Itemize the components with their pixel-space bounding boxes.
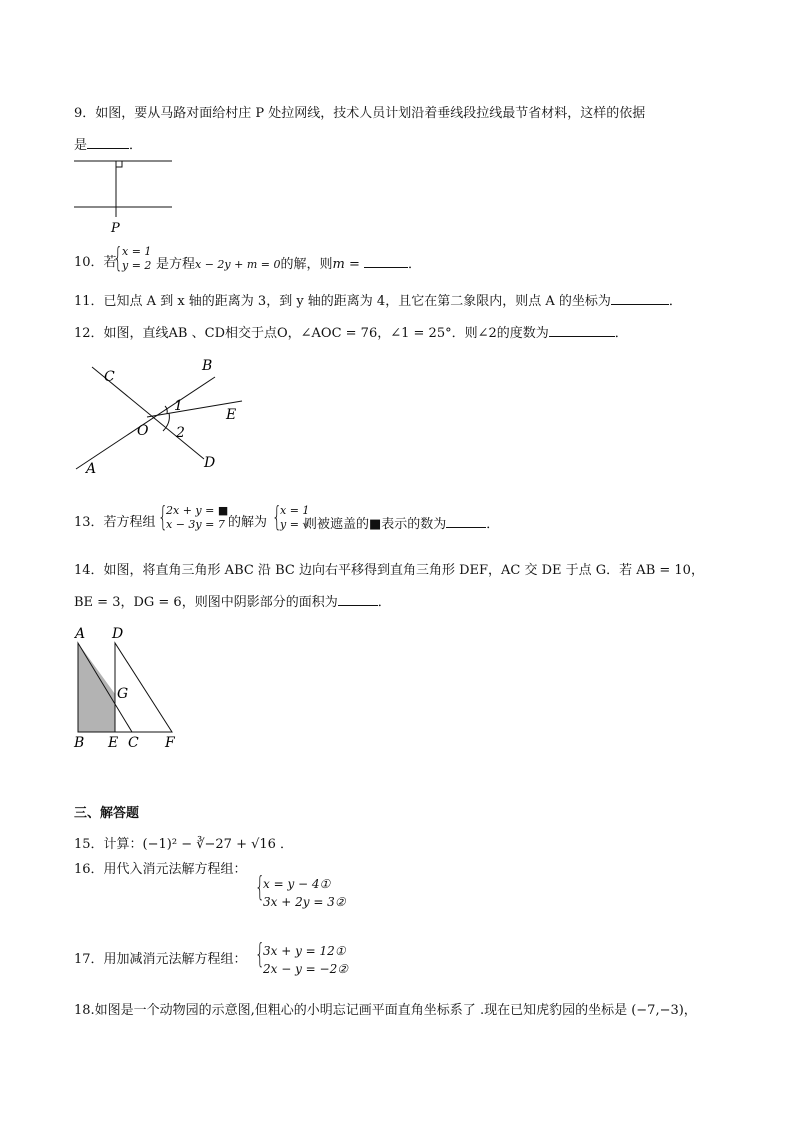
q16-row1: x = y − 4① [263, 877, 331, 891]
q12-label-a: A [86, 461, 97, 477]
q13-suffix: ． [486, 517, 500, 532]
q10-rest [156, 255, 421, 273]
q9-label-p: P [111, 221, 120, 236]
q12-figure [70, 355, 250, 480]
q11-text: 11．已知点 A 到 x 轴的距离为 3，到 y 轴的距离为 4，且它在第二象限内，则点 A 的坐标为 [74, 294, 611, 309]
q9-prefix: 是 [74, 138, 88, 153]
q10-suffix: ． [408, 257, 422, 272]
q10-brace: { [113, 241, 123, 274]
q14-text: BE = 3，DG = 6，则图中阴影部分的面积为 [74, 595, 338, 610]
q13-system-1 [166, 504, 228, 532]
q14-line2 [74, 593, 391, 611]
q10-mid2: 的解，则 [280, 257, 333, 272]
q16-brace: { [255, 870, 265, 903]
q9-figure [70, 155, 180, 235]
q10-var: m = [332, 257, 360, 272]
q12-label-c: C [104, 369, 115, 385]
q14-figure [72, 625, 187, 750]
q10-row1: x = 1 [122, 245, 152, 258]
q14-label-f: F [165, 735, 175, 751]
q16-row2: 3x + 2y = 3② [263, 895, 346, 909]
q17-system [263, 942, 348, 978]
q14-label-a: A [75, 626, 86, 642]
q13-brace-2: { [272, 500, 282, 533]
q14-label-d: D [112, 626, 124, 642]
section-3-title: 三、解答题 [74, 806, 140, 821]
q15-text: 15．计算：(−1)² − ∛−27 + √16 ． [74, 837, 294, 852]
q16-prefix: 16．用代入消元法解方程组： [74, 862, 247, 877]
q18-text: 18.如图是一个动物园的示意图,但粗心的小明忘记画平面直角坐标系了 .现在已知虎豹园的坐标是 (−7,−3)， [74, 1003, 697, 1018]
q13-mid: 的解为 [228, 515, 268, 530]
q9-line1: 9．如图，要从马路对面给村庄 P 处拉网线，技术人员计划沿着垂线段拉线最节省材料，这样的依据 [74, 106, 646, 121]
q11-answer-blank[interactable] [611, 292, 669, 305]
q9-line2 [74, 136, 142, 154]
q12-line [74, 324, 628, 342]
q13-sys2-row1: x = 1 [280, 504, 310, 517]
q10-row2: y = 2 [122, 259, 152, 272]
q14-line1: 14．如图，将直角三角形 ABC 沿 BC 边向右平移得到直角三角形 DEF，AC 交 DE 于点 G．若 AB = 10， [74, 563, 704, 578]
q13-mid2: 则被遮盖的■表示的数为 [304, 517, 447, 532]
q13-answer-blank[interactable] [446, 515, 486, 528]
q12-answer-blank[interactable] [549, 324, 615, 337]
q13-prefix: 13．若方程组 [74, 515, 156, 530]
q17-row2: 2x − y = −2② [263, 962, 348, 976]
q14-label-e: E [108, 735, 119, 751]
q12-text: 12．如图，直线AB 、CD相交于点O，∠AOC = 76，∠1 = 25°．则∠2的度数为 [74, 326, 549, 341]
q12-label-2: 2 [176, 425, 185, 441]
q9-answer-blank[interactable] [87, 136, 129, 149]
q16-system [263, 875, 346, 911]
q12-label-e: E [226, 407, 237, 423]
q12-label-1: 1 [174, 398, 183, 414]
q17-row1: 3x + y = 12① [263, 944, 346, 958]
shaded-region [78, 643, 115, 732]
q13-sys2-row2: y = √ [280, 518, 310, 531]
q13-rest [304, 515, 499, 533]
q13-sys1-row1: 2x + y = ■ [166, 504, 229, 517]
q11-suffix: ． [668, 294, 682, 309]
q12-label-b: B [202, 358, 213, 374]
q14-answer-blank[interactable] [338, 593, 378, 606]
q10-equation: x − 2y + m = 0 [195, 258, 281, 271]
q17-brace: { [255, 937, 265, 970]
q14-label-c: C [128, 735, 139, 751]
q13-sys1-row2: x − 3y = 7 [166, 518, 225, 531]
q10-system [122, 245, 151, 273]
q14-suffix: ． [377, 595, 391, 610]
q12-label-d: D [204, 455, 216, 471]
q12-suffix: ． [614, 326, 628, 341]
q10-answer-blank[interactable] [364, 255, 408, 268]
q12-label-o: O [137, 423, 149, 439]
q13-brace-1: { [158, 500, 168, 533]
q17-prefix: 17．用加减消元法解方程组： [74, 952, 247, 967]
q14-label-g: G [117, 686, 129, 702]
q14-label-b: B [74, 735, 85, 751]
q9-suffix: ． [129, 138, 143, 153]
q11-line [74, 292, 682, 310]
q10-prefix: 10．若 [74, 255, 117, 270]
q10-mid: 是方程 [156, 257, 196, 272]
